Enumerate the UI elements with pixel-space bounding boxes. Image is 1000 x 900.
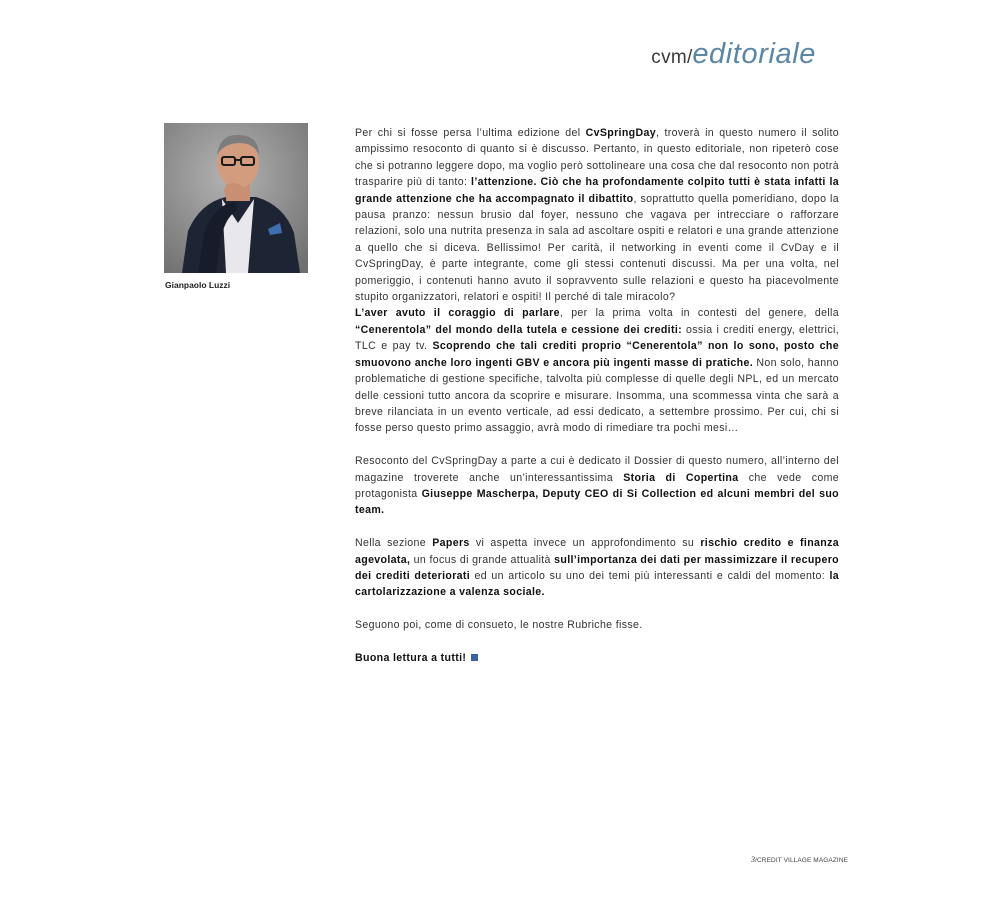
bold-run: CvSpringDay	[585, 127, 656, 139]
paragraph-4	[355, 535, 839, 601]
author-portrait	[164, 123, 308, 273]
text-run: Resoconto del CvSpringDay a parte a cui è dedicato il Dossier di questo numero, all’interno del magazine troverete anche un’interessantissima	[355, 455, 839, 484]
bold-run: Scoprendo che tali crediti proprio “Cenerentola” non lo sono, posto che smuovono anche loro ingenti GBV e ancora più ingenti masse di pratiche.	[355, 340, 839, 369]
closing-runs	[355, 652, 466, 664]
header-separator: /	[687, 47, 693, 68]
header-section-title: editoriale	[692, 38, 816, 70]
text-run: ed un articolo su uno dei temi più interessanti e caldi del momento:	[470, 569, 830, 582]
text-run: , troverà in questo numero il solito ampissimo resoconto di quanto si è discusso. Pertanto, in questo editoriale, non ripeterò cose che si potranno leggere dopo, ma voglio però sottolineare una cosa che dal resoconto non potrà trasparire più di tanto:	[355, 127, 839, 189]
text-run: Nella sezione	[355, 537, 433, 550]
portrait-caption: Gianpaolo Luzzi	[165, 280, 231, 290]
bold-run: sull’importanza dei dati per massimizzare il recupero dei crediti deteriorati	[355, 553, 839, 582]
text-run: che vede come protagonista	[355, 471, 839, 500]
text-run: vi aspetta invece un approfondimento su	[469, 537, 701, 550]
section-header	[651, 38, 816, 71]
paragraph-2	[355, 305, 839, 436]
text-run: , soprattutto quella pomeridiano, dopo la pausa pranzo: nessun brusio dal foyer, nessuno che vagava per intrecciare o rafforzare relazioni, solo una nutrita presenza in sala ad ascoltare ospiti e relatori e una grande attenzione a quello che si diceva. Bellissimo! Per carità, il networking in eventi come il CvDay e il CvSpringDay, è parte integrante, come gli stessi contenuti discussi. Ma per una volta, nel pomeriggio, i contenuti hanno avuto il sopravvento sulle relazioni e questo ha piacevolmente stupito organizzatori, relatori e ospiti! Il perché di tale miracolo?	[355, 192, 839, 304]
page-footer	[751, 855, 848, 864]
bold-run: rischio credito e finanza agevolata,	[355, 537, 839, 566]
text-run: Seguono poi, come di consueto, le nostre Rubriche fisse.	[355, 619, 643, 632]
paragraph-6	[355, 650, 839, 666]
bold-run: Papers	[432, 537, 470, 550]
paragraph-1	[355, 125, 839, 305]
bold-run: l’attenzione. Ciò che ha profondamente colpito tutti è stata infatti la grande attenzione che ha accompagnato il dibattito	[355, 176, 839, 205]
bold-run: Storia di Copertina	[623, 471, 739, 484]
bold-run: la cartolarizzazione a valenza sociale.	[355, 569, 840, 599]
magazine-name: CREDIT VILLAGE MAGAZINE	[757, 857, 849, 864]
paragraph-5	[355, 617, 839, 633]
text-run: Per chi si fosse persa l’ultima edizione del	[355, 127, 586, 139]
bold-run: L’aver avuto il coraggio di parlare	[355, 307, 560, 320]
footer-separator: /	[755, 857, 758, 864]
text-run: un focus di grande attualità	[410, 553, 555, 566]
page-number: 3	[751, 855, 756, 864]
paragraph-3	[355, 453, 839, 519]
text-run: , per la prima volta in contesti del genere, della	[559, 307, 840, 320]
bold-run: Giuseppe Mascherpa, Deputy CEO di Si Collection ed alcuni membri del suo team.	[355, 487, 839, 517]
text-run: Non solo, hanno problematiche di gestione specifiche, talvolta più complesse di quelle degli NPL, ed un mercato delle cessioni tutto ancora da scoprire e misurare. Insomma, una scommessa vinta che sarà a breve rilanciata in un evento verticale, ad essi dedicato, a settembre prossimo. Per cui, chi si fosse perso questo primo assaggio, avrà modo di rimediare tra pochi mesi…	[355, 356, 839, 435]
bold-run: Buona lettura a tutti!	[355, 651, 467, 664]
text-run: ossia i crediti energy, elettrici, TLC e pay tv.	[355, 323, 840, 353]
editorial-body	[355, 125, 839, 666]
end-mark-square	[471, 654, 478, 661]
bold-run: “Cenerentola” del mondo della tutela e cessione dei crediti:	[355, 323, 683, 336]
header-prefix: cvm	[651, 47, 688, 68]
